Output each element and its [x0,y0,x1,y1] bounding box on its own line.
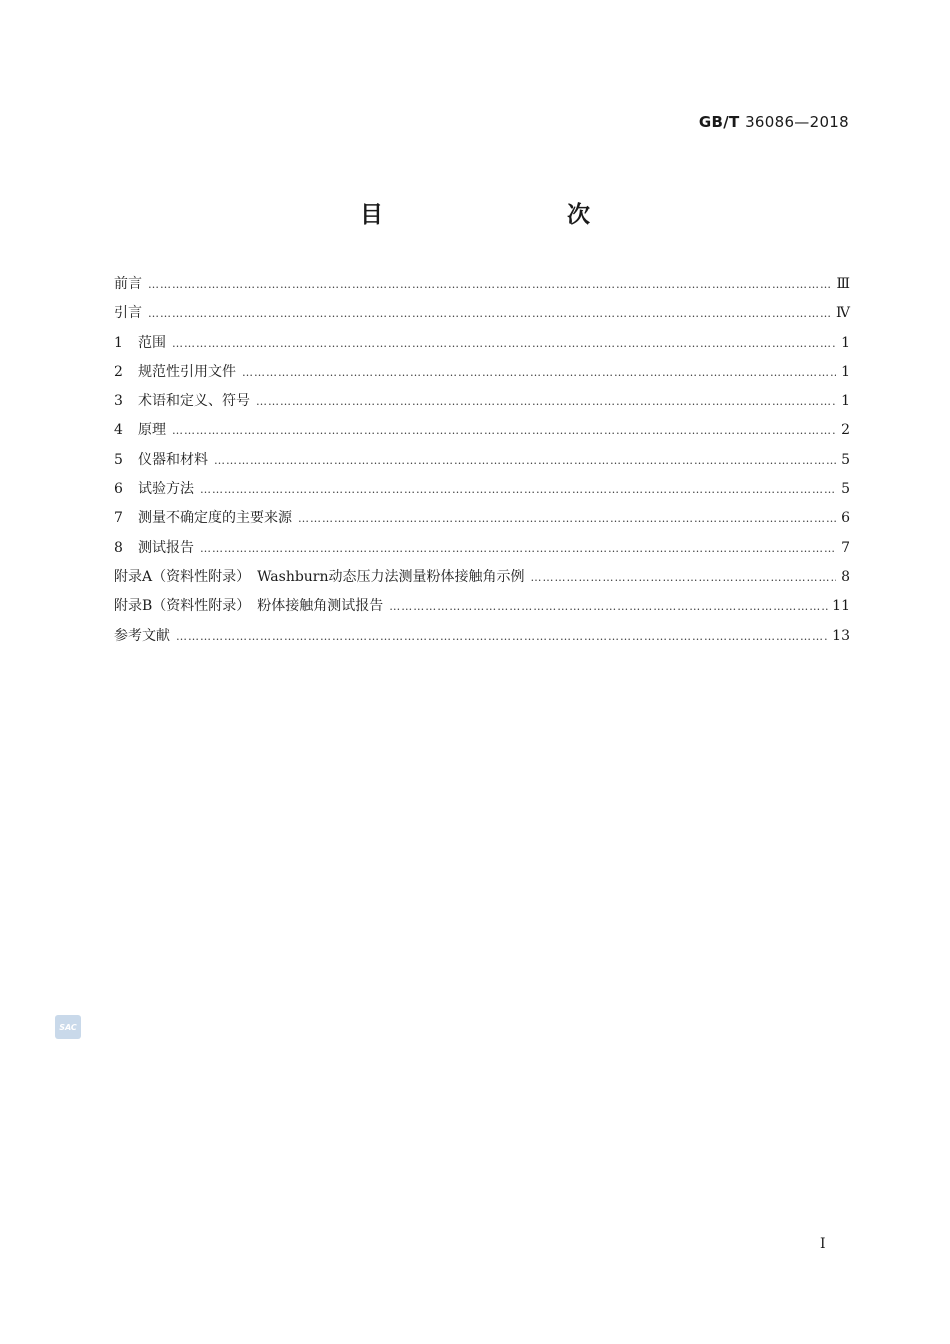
toc-entry-number: 6 [114,481,123,498]
toc-entry-number: 3 [114,393,123,410]
toc-entry-label: 原理 [138,422,166,439]
standard-prefix: GB/T [698,113,740,131]
toc-leader-dots [148,270,832,299]
toc-entry-label: 附录A（资料性附录） Washburn动态压力法测量粉体接触角示例 [114,568,525,585]
toc-leader-dots [148,299,832,328]
toc-entry-page: 7 [841,539,850,556]
toc-entry-page: 1 [841,334,850,351]
toc-entry-page: 11 [832,598,850,615]
toc-entry-label: 仪器和材料 [138,451,208,468]
toc-entry-page: Ⅳ [836,305,850,322]
toc-leader-dots [298,504,836,533]
toc-entry-terms-definitions[interactable] [114,387,850,416]
toc-leader-dots [389,592,828,621]
toc-entry-page: Ⅲ [836,276,850,292]
toc-entry-page: 5 [841,451,850,468]
toc-entry-apparatus[interactable] [114,446,850,475]
toc-entry-number: 5 [114,451,123,468]
toc-entry-number: 1 [114,334,123,351]
toc-entry-principle[interactable] [114,416,850,445]
toc-entry-label: 附录B（资料性附录） 粉体接触角测试报告 [114,598,384,615]
toc-entry-page: 2 [841,422,850,439]
toc-entry-page: 13 [832,627,850,644]
toc-entry-label: 范围 [138,334,166,351]
toc-leader-dots [242,358,836,387]
toc-entry-label: 规范性引用文件 [138,363,236,380]
toc-entry-label: 测量不确定度的主要来源 [138,510,292,527]
toc-entry-scope[interactable] [114,329,850,358]
toc-entry-annex-a[interactable] [114,563,850,592]
toc-entry-page: 1 [841,363,850,380]
standard-number: 36086—2018 [745,113,849,131]
toc-entry-number: 8 [114,539,123,556]
toc-entry-number: 2 [114,363,123,380]
toc-entry-number: 4 [114,422,123,439]
toc-entry-label: 测试报告 [138,539,194,556]
toc-entry-test-method[interactable] [114,475,850,504]
toc-entry-label: 引言 [114,305,142,322]
toc-entry-page: 5 [841,481,850,498]
toc-leader-dots [256,387,836,416]
toc-leader-dots [176,622,828,651]
toc-leader-dots [172,329,836,358]
toc-entry-number: 7 [114,510,123,527]
toc-entry-introduction[interactable] [114,299,850,328]
toc-entry-test-report[interactable] [114,534,850,563]
toc-entry-page: 1 [841,393,850,410]
sac-logo-icon [55,1015,81,1039]
standard-code [699,113,849,131]
toc-leader-dots [172,416,836,445]
toc-entry-bibliography[interactable] [114,622,850,651]
toc-leader-dots [214,446,836,475]
sac-logo-text: SAC [59,1023,77,1032]
toc-leader-dots [200,475,836,504]
toc-entry-foreword[interactable] [114,270,850,299]
toc-entry-page: 6 [841,510,850,527]
page-number: I [820,1236,826,1252]
toc-entry-page: 8 [841,568,850,585]
toc-entry-label: 参考文献 [114,627,170,644]
toc-entry-annex-b[interactable] [114,592,850,621]
toc-entry-label: 术语和定义、符号 [138,393,250,410]
toc-entry-label: 试验方法 [138,481,194,498]
toc-leader-dots [200,534,836,563]
toc-leader-dots [531,563,836,592]
toc-entry-label: 前言 [114,276,142,292]
toc-entry-uncertainty[interactable] [114,504,850,533]
toc-entry-normative-references[interactable] [114,358,850,387]
toc-title: 目 次 [360,202,636,228]
table-of-contents [114,270,850,651]
